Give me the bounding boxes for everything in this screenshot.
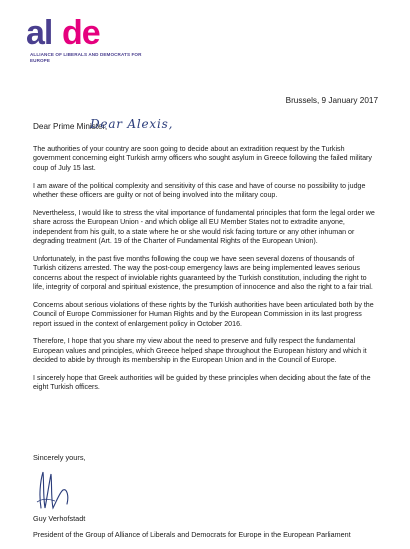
signer-title: President of the Group of Alliance of Liberals and Democrats for Europe in the European Parliament: [33, 530, 351, 539]
paragraph-3: Nevertheless, I would like to stress the vital importance of fundamental principles that form the legal order we share across the European Union - and which oblige all EU Member States not to extradite anyone, independent from his guilt, to a state where he or she would risk facing torture or any other inhuman or degrading treatment (Art. 19 of the Charter of Fundamental Rights of the European Union).: [33, 208, 375, 246]
place-and-date: Brussels, 9 January 2017: [285, 96, 378, 105]
salutation: Dear Prime Minister,: [33, 122, 108, 131]
paragraph-7: I sincerely hope that Greek authorities will be guided by these principles when deciding about the fate of the eight Turkish officers.: [33, 374, 371, 392]
handwritten-salutation: Dear Alexis,: [90, 117, 174, 131]
paragraph-4: Unfortunately, in the past five months following the coup we have seen several dozens of thousands of Turkish citizens arrested. The way the post-coup emergency laws are being implemented leaves serious concerns about the respect of inviolable rights guaranteed by the Turkish constitution, including the right to life, integrity of corporal and spiritual existence, the presumption of innocence and also the right to a fair trial.: [33, 254, 373, 292]
paragraph-1: The authorities of your country are soon going to decide about an extradition request by the Turkish government concerning eight Turkish army officers who sought asylum in Greece following the failed military coup of July 15 last.: [33, 145, 372, 172]
svg-text:de: de: [62, 14, 100, 52]
signer-name: Guy Verhofstadt: [33, 514, 86, 523]
svg-text:al: al: [26, 14, 53, 52]
paragraph-6: Therefore, I hope that you share my view about the need to preserve and fully respect the fundamental European values and principles, which Greece helped shape throughout the European history and which it decided to abide by through its membership in the European Union and in the Council of Europe.: [33, 337, 367, 365]
paragraph-5: Concerns about serious violations of these rights by the Turkish authorities have been articulated both by the Council of Europe Commissioner for Human Rights and by the European Commission in its last progress report issued in the context of enlargement policy in October 2016.: [33, 300, 374, 328]
alde-logo: [22, 14, 142, 64]
alde-logo-mark: [22, 14, 142, 52]
handwritten-signature: [33, 468, 113, 513]
logo-subtitle: ALLIANCE OF LIBERALS AND DEMOCRATS FOR EUROPE: [30, 52, 142, 63]
paragraph-2: I am aware of the political complexity and sensitivity of this case and have of course no possibility to judge whether these officers are guilty or not of being involved into the military coup.: [33, 181, 366, 200]
closing: Sincerely yours,: [33, 453, 86, 462]
letter-body: [33, 145, 378, 401]
